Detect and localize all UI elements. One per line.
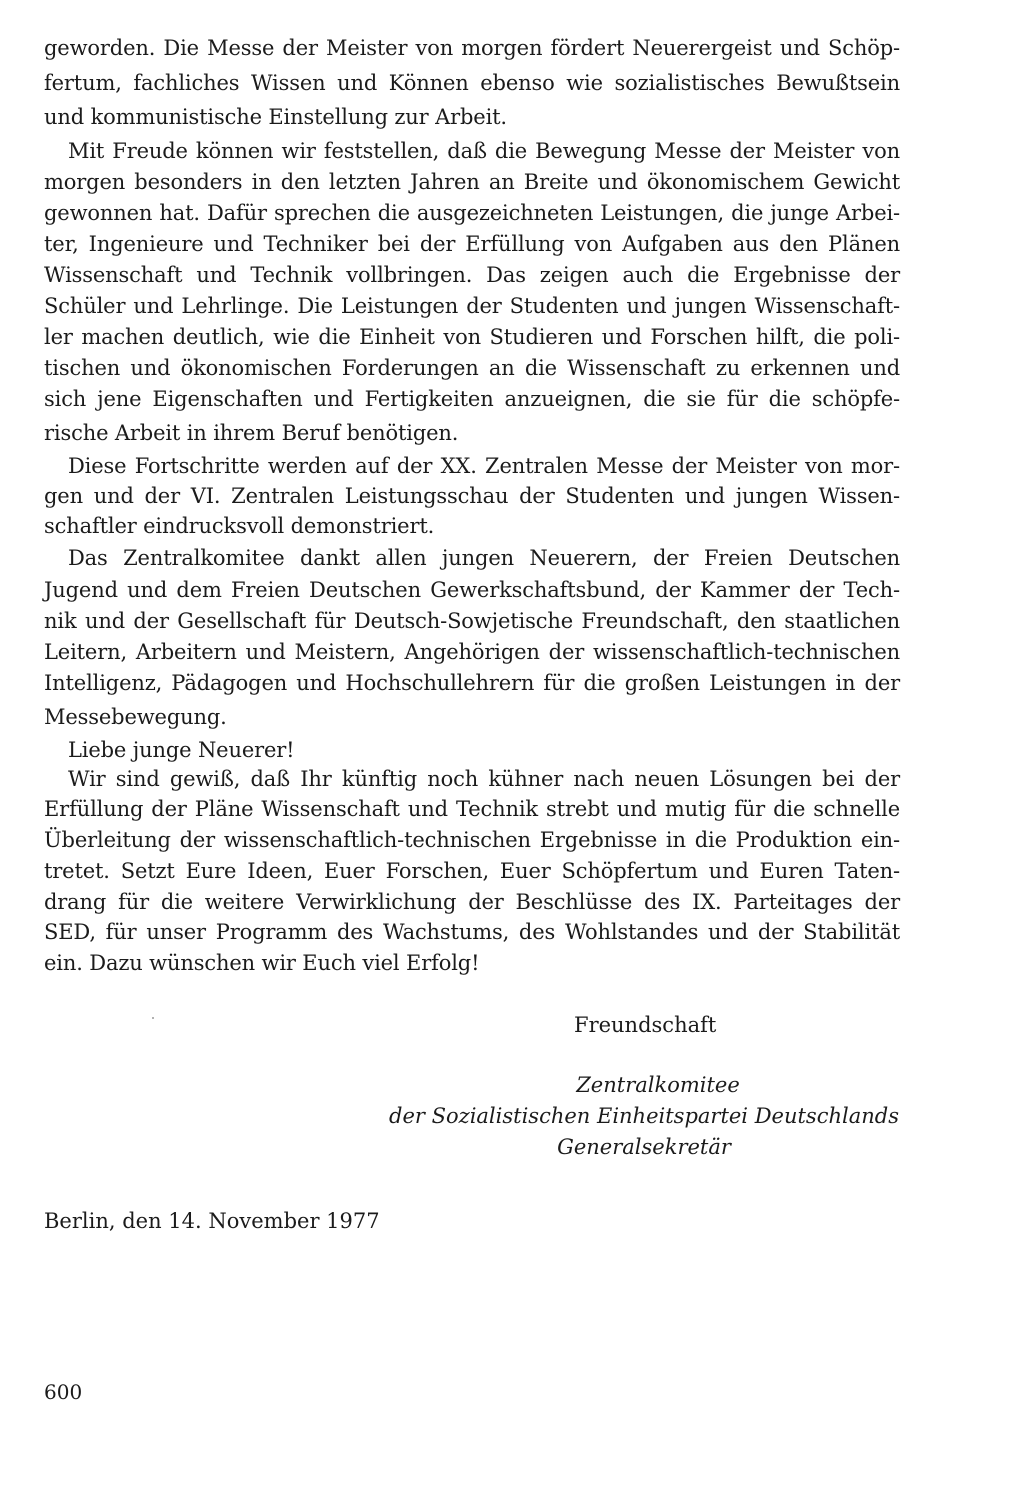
body-line: Wir sind gewiß, daß Ihr künftig noch kühner nach neuen Lösungen bei der	[68, 767, 900, 791]
body-line: drang für die weitere Verwirklichung der Beschlüsse des IX. Parteitages der	[44, 890, 900, 914]
body-line: Überleitung der wissenschaftlich-technischen Ergebnisse in die Produktion ein-	[44, 828, 900, 852]
body-line: ler machen deutlich, wie die Einheit von Studieren und Forschen hilft, die poli-	[44, 325, 900, 349]
body-line: Das Zentralkomitee dankt allen jungen Neuerern, der Freien Deutschen	[68, 546, 900, 570]
salutation-line: Liebe junge Neuerer!	[68, 738, 295, 762]
date-line: Berlin, den 14. November 1977	[44, 1209, 380, 1233]
body-line: geworden. Die Messe der Meister von morgen fördert Neuerergeist und Schöp-	[44, 36, 900, 60]
body-line: Jugend und dem Freien Deutschen Gewerkschaftsbund, der Kammer der Tech-	[44, 578, 900, 602]
body-line: Intelligenz, Pädagogen und Hochschullehrern für die großen Leistungen in der	[44, 671, 900, 695]
body-line: Messebewegung.	[44, 705, 227, 729]
body-line: tischen und ökonomischen Forderungen an die Wissenschaft zu erkennen und	[44, 356, 900, 380]
body-line: tretet. Setzt Eure Ideen, Euer Forschen, Euer Schöpfertum und Euren Taten-	[44, 859, 900, 883]
paper-speck	[152, 1017, 154, 1019]
body-line: ein. Dazu wünschen wir Euch viel Erfolg!	[44, 951, 480, 975]
body-line: Diese Fortschritte werden auf der XX. Zentralen Messe der Meister von mor-	[68, 454, 900, 478]
body-line: Erfüllung der Pläne Wissenschaft und Technik strebt und mutig für die schnelle	[44, 797, 900, 821]
body-line: gen und der VI. Zentralen Leistungsschau der Studenten und jungen Wissen-	[44, 484, 900, 508]
body-line: und kommunistische Einstellung zur Arbeit.	[44, 105, 507, 129]
body-line: morgen besonders in den letzten Jahren an Breite und ökonomischem Gewicht	[44, 170, 900, 194]
closing-greeting: Freundschaft	[574, 1013, 717, 1037]
body-line: fertum, fachliches Wissen und Können ebenso wie sozialistisches Bewußtsein	[44, 71, 900, 95]
body-line: Wissenschaft und Technik vollbringen. Das zeigen auch die Ergebnisse der	[44, 263, 900, 287]
body-line: sich jene Eigenschaften und Fertigkeiten anzueignen, die sie für die schöpfe-	[44, 387, 900, 411]
body-line: Leitern, Arbeitern und Meistern, Angehörigen der wissenschaftlich-technischen	[44, 640, 900, 664]
body-line: rische Arbeit in ihrem Beruf benötigen.	[44, 421, 459, 445]
body-line: ter, Ingenieure und Techniker bei der Erfüllung von Aufgaben aus den Plänen	[44, 232, 900, 256]
body-line: nik und der Gesellschaft für Deutsch-Sowjetische Freundschaft, den staatlichen	[44, 609, 900, 633]
body-line: schaftler eindrucksvoll demonstriert.	[44, 514, 435, 538]
signature-committee: Zentralkomitee	[576, 1073, 740, 1097]
signature-party: der Sozialistischen Einheitspartei Deutschlands	[389, 1104, 899, 1128]
body-line: gewonnen hat. Dafür sprechen die ausgezeichneten Leistungen, die junge Arbei-	[44, 201, 900, 225]
body-line: Schüler und Lehrlinge. Die Leistungen der Studenten und jungen Wissenschaft-	[44, 294, 900, 318]
body-line: Mit Freude können wir feststellen, daß die Bewegung Messe der Meister von	[68, 139, 900, 163]
page-number: 600	[44, 1380, 83, 1404]
signature-title: Generalsekretär	[557, 1135, 731, 1159]
body-line: SED, für unser Programm des Wachstums, des Wohlstandes und der Stabilität	[44, 920, 900, 944]
